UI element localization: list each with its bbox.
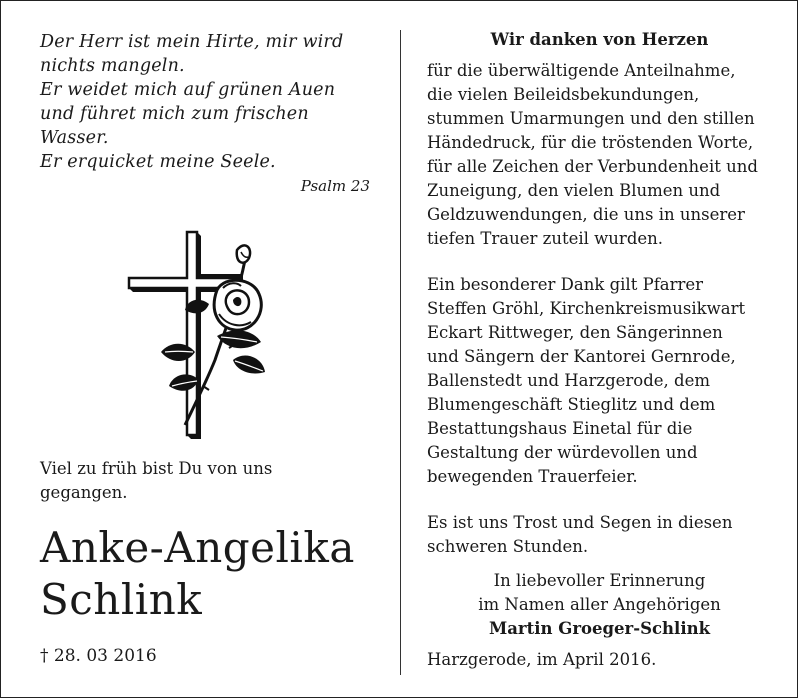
deceased-last-name: Schlink	[40, 575, 203, 624]
text-line: Geldzuwendungen, die uns in unserer	[427, 205, 745, 224]
text-line: schweren Stunden.	[427, 537, 589, 556]
too-early-text	[40, 457, 360, 505]
thanks-paragraph-3	[427, 511, 772, 559]
text-line: Händedruck, für die tröstenden Worte,	[427, 133, 754, 152]
thanks-paragraph-1	[427, 59, 772, 251]
text-line: Steffen Gröhl, Kirchenkreismusikwart	[427, 299, 746, 318]
text-line: Eckart Rittweger, den Sängerinnen	[427, 323, 723, 342]
text-line: die vielen Beileidsbekundungen,	[427, 85, 700, 104]
text-line: Bestattungshaus Einetal für die	[427, 419, 693, 438]
text-line: Gestaltung der würdevollen und	[427, 443, 698, 462]
psalm-quote	[40, 30, 380, 174]
text-line: tiefen Trauer zuteil wurden.	[427, 229, 664, 248]
closing-line: In liebevoller Erinnerung	[493, 571, 706, 590]
rose-icon	[214, 280, 261, 330]
thanks-heading: Wir danken von Herzen	[490, 30, 709, 49]
text-line: Ein besonderer Dank gilt Pfarrer	[427, 275, 704, 294]
death-date: † 28. 03 2016	[40, 646, 157, 666]
too-early-line: Viel zu früh bist Du von uns	[40, 459, 273, 478]
psalm-line: Er weidet mich auf grünen Auen	[40, 80, 336, 100]
closing-block	[427, 569, 772, 641]
psalm-reference: Psalm 23	[300, 177, 370, 195]
text-line: Zuneigung, den vielen Blumen und	[427, 181, 721, 200]
left-column	[40, 30, 380, 195]
text-line: für alle Zeichen der Verbundenheit und	[427, 157, 758, 176]
psalm-line: Er erquicket meine Seele.	[40, 152, 276, 172]
psalm-line: Wasser.	[40, 128, 109, 148]
column-divider	[400, 30, 401, 675]
text-line: für die überwältigende Anteilnahme,	[427, 61, 736, 80]
text-line: Ballenstedt und Harzgerode, dem	[427, 371, 711, 390]
psalm-line: nichts mangeln.	[40, 56, 185, 76]
psalm-line: und führet mich zum frischen	[40, 104, 309, 124]
psalm-line: Der Herr ist mein Hirte, mir wird	[40, 32, 344, 52]
right-column	[427, 30, 772, 641]
closing-line: im Namen aller Angehörigen	[478, 595, 721, 614]
text-line: Blumengeschäft Stieglitz und dem	[427, 395, 716, 414]
text-line: und Sängern der Kantorei Gernrode,	[427, 347, 736, 366]
deceased-name	[40, 522, 390, 626]
too-early-line: gegangen.	[40, 483, 128, 502]
place-date: Harzgerode, im April 2016.	[427, 650, 657, 669]
text-line: bewegenden Trauerfeier.	[427, 467, 638, 486]
thanks-paragraph-2	[427, 273, 772, 489]
signer-name: Martin Groeger-Schlink	[488, 619, 711, 638]
deceased-first-name: Anke-Angelika	[40, 523, 355, 572]
cross-with-rose-icon	[125, 230, 275, 445]
text-line: Es ist uns Trost und Segen in diesen	[427, 513, 733, 532]
text-line: stummen Umarmungen und den stillen	[427, 109, 755, 128]
